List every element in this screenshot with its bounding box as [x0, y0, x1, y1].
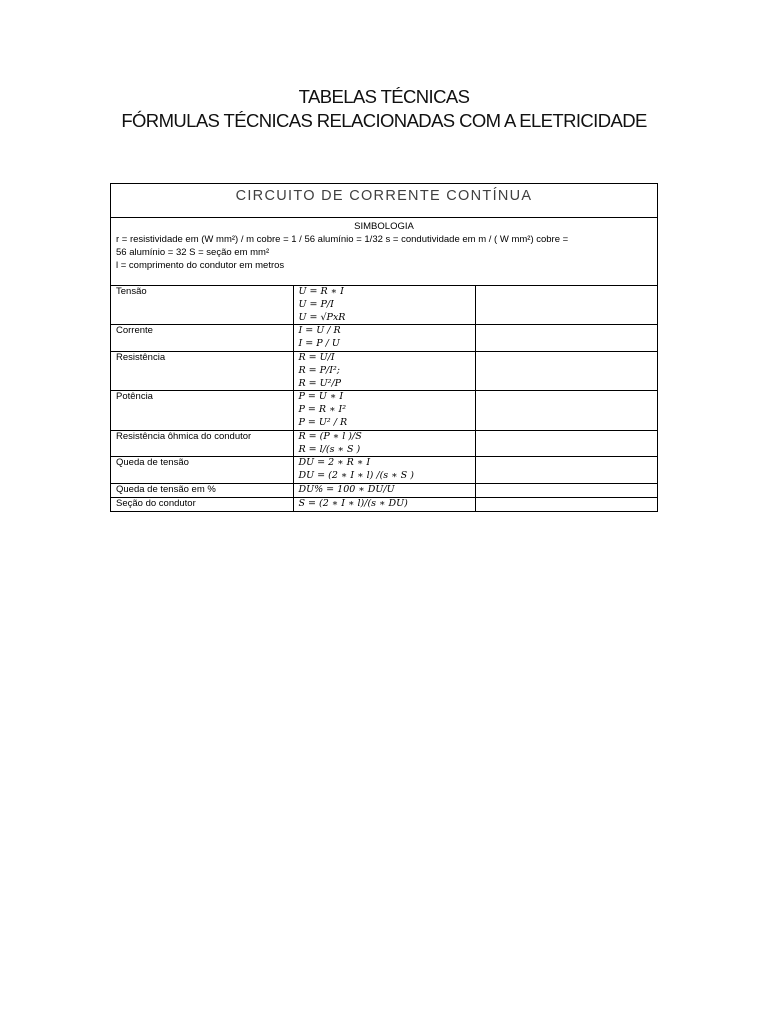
table-row	[111, 483, 657, 497]
table-row	[111, 391, 657, 430]
formula-cell	[293, 430, 475, 457]
quantity-label: Queda de tensão	[111, 457, 293, 484]
notes-cell	[475, 430, 657, 457]
formula: I = P / U	[298, 338, 340, 350]
formula: P = U ∗ I	[298, 391, 344, 403]
table-row	[111, 497, 657, 510]
notes-cell	[475, 286, 657, 325]
table-row	[111, 430, 657, 457]
symbology-title: SIMBOLOGIA	[354, 221, 414, 232]
notes-cell	[475, 483, 657, 497]
notes-cell	[475, 325, 657, 352]
formula-cell	[293, 391, 475, 430]
formula-sheet	[110, 183, 658, 512]
quantity-label: Resistência ôhmica do condutor	[111, 430, 293, 457]
notes-cell	[475, 457, 657, 484]
section-title: CIRCUITO DE CORRENTE CONTÍNUA	[111, 184, 657, 218]
formula: P = U² / R	[298, 416, 348, 428]
formula: I = U / R	[298, 325, 341, 337]
table-row	[111, 325, 657, 352]
table-row	[111, 286, 657, 325]
notes-cell	[475, 351, 657, 390]
formula-cell	[293, 325, 475, 352]
formula: U = √PxR	[298, 311, 346, 323]
formula: DU% = 100 ∗ DU/U	[298, 483, 395, 495]
page-subtitle: FÓRMULAS TÉCNICAS RELACIONADAS COM A ELETRICIDADE	[121, 110, 647, 131]
quantity-label: Resistência	[111, 351, 293, 390]
formula: R = U²/P	[298, 377, 342, 389]
quantity-label: Tensão	[111, 286, 293, 325]
quantity-label: Corrente	[111, 325, 293, 352]
quantity-label: Seção do condutor	[111, 497, 293, 510]
formula: U = R ∗ I	[298, 286, 344, 297]
formula: DU = (2 ∗ I ∗ l) /(s ∗ S )	[298, 470, 414, 482]
page-title: TABELAS TÉCNICAS	[298, 86, 470, 107]
notes-cell	[475, 391, 657, 430]
symbology-block	[111, 218, 657, 286]
formula: R = l/(s ∗ S )	[298, 443, 361, 455]
quantity-label: Queda de tensão em %	[111, 483, 293, 497]
formula-cell	[293, 286, 475, 325]
formula: R = U/I	[298, 351, 335, 363]
table-row	[111, 457, 657, 484]
quantity-label: Potência	[111, 391, 293, 430]
formula-cell	[293, 457, 475, 484]
formula: U = P/I	[298, 298, 334, 310]
notes-cell	[475, 497, 657, 510]
symbology-line: 56 alumínio = 32 S = seção em mm²	[116, 247, 270, 258]
formula: S = (2 ∗ I ∗ l)/(s ∗ DU)	[298, 497, 408, 509]
formula-table	[111, 286, 657, 511]
table-row	[111, 351, 657, 390]
formula-cell	[293, 483, 475, 497]
formula-cell	[293, 497, 475, 510]
formula: P = R ∗ I²	[298, 404, 347, 416]
formula: R = (P ∗ l )/S	[298, 430, 362, 442]
symbology-line: r = resistividade em (W mm²) / m cobre = 1 / 56 alumínio = 1/32 s = condutividade em m / ( W mm²) cobre =	[116, 234, 569, 245]
symbology-line: l = comprimento do condutor em metros	[116, 260, 285, 271]
formula: R = P/I²;	[298, 364, 341, 376]
formula: DU = 2 ∗ R ∗ I	[298, 457, 371, 469]
formula-cell	[293, 351, 475, 390]
